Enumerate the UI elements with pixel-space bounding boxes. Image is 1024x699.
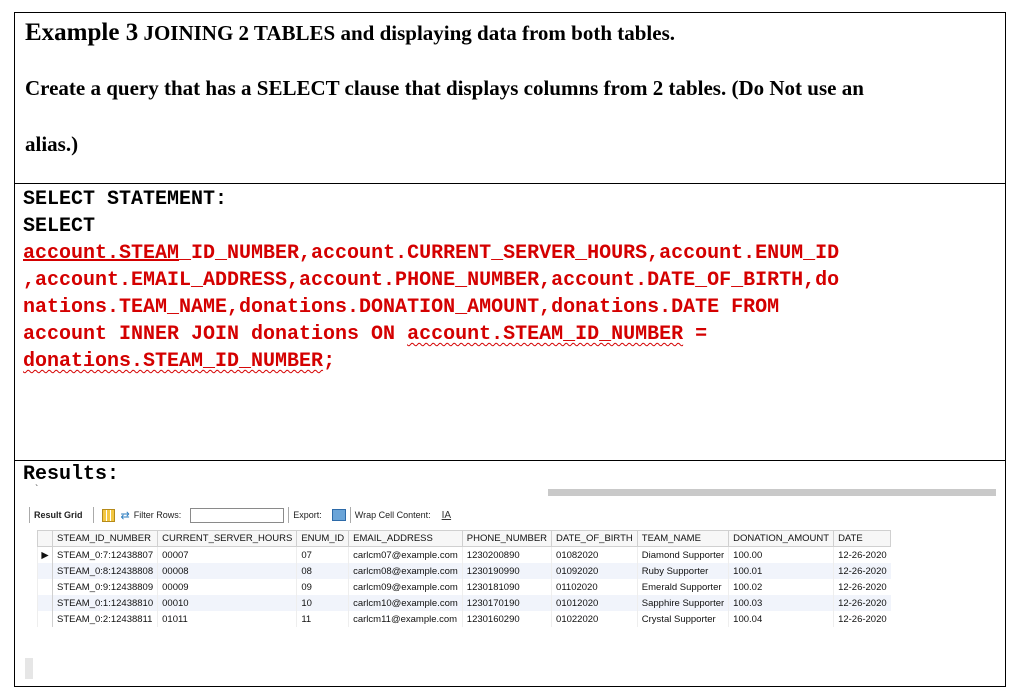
table-row[interactable] [38, 579, 891, 595]
table-cell[interactable]: 12-26-2020 [834, 595, 891, 611]
table-cell[interactable]: Ruby Supporter [637, 563, 728, 579]
filter-rows-label: Filter Rows: [133, 510, 182, 520]
table-cell[interactable]: 00009 [158, 579, 297, 595]
table-cell[interactable]: 08 [297, 563, 349, 579]
horizontal-scrollbar[interactable] [548, 489, 996, 496]
row-selector-header [38, 531, 53, 547]
toolbar-separator [288, 507, 289, 523]
column-header[interactable]: DATE [834, 531, 891, 547]
toolbar-separator [29, 507, 30, 523]
table-cell[interactable]: 1230170190 [462, 595, 551, 611]
table-cell[interactable]: 01011 [158, 611, 297, 627]
export-label: Export: [293, 510, 322, 520]
table-cell[interactable]: STEAM_0:2:12438811 [53, 611, 158, 627]
table-cell[interactable]: 07 [297, 547, 349, 564]
sql-line-5-a: donations.STEAM_ID_NUMBER [23, 350, 324, 373]
sql-line-1 [23, 240, 839, 267]
sql-line-4-b: account.STEAM_ID_NUMBER [407, 323, 684, 346]
table-row[interactable] [38, 611, 891, 627]
table-row[interactable] [38, 547, 891, 564]
result-grid-tab[interactable]: Result Grid [34, 510, 83, 520]
table-cell[interactable]: 100.02 [729, 579, 834, 595]
table-cell[interactable]: 12-26-2020 [834, 611, 891, 627]
sql-heading: SELECT STATEMENT: [23, 188, 228, 211]
example-number: Example 3 [25, 19, 139, 46]
table-cell[interactable]: 100.01 [729, 563, 834, 579]
instruction-line-2: alias.) [25, 132, 79, 156]
table-cell[interactable]: Diamond Supporter [637, 547, 728, 564]
table-cell[interactable]: 01102020 [552, 579, 638, 595]
table-cell[interactable]: 10 [297, 595, 349, 611]
sql-line-1-b: _ID_NUMBER,account.CURRENT_SERVER_HOURS,account.ENUM_ID [179, 242, 840, 265]
table-row[interactable] [38, 595, 891, 611]
backtick-mark: ` [35, 484, 39, 495]
sql-line-4-c: = [683, 323, 708, 346]
table-cell[interactable]: STEAM_0:8:12438808 [53, 563, 158, 579]
filter-icon[interactable]: ⇄ [120, 509, 130, 522]
example-title-text: JOINING 2 TABLES and displaying data from both tables. [143, 21, 676, 45]
table-cell[interactable]: 1230200890 [462, 547, 551, 564]
sql-line-4-a: account INNER JOIN donations ON [23, 323, 408, 346]
row-selector[interactable] [38, 563, 53, 579]
table-cell[interactable]: 1230190990 [462, 563, 551, 579]
toolbar-separator [93, 507, 94, 523]
column-header[interactable]: TEAM_NAME [637, 531, 728, 547]
table-cell[interactable]: 00007 [158, 547, 297, 564]
column-header[interactable]: CURRENT_SERVER_HOURS [158, 531, 297, 547]
result-grid-table [37, 530, 891, 627]
grid-view-icon[interactable] [102, 509, 115, 522]
column-header[interactable]: DATE_OF_BIRTH [552, 531, 638, 547]
table-cell[interactable]: 01022020 [552, 611, 638, 627]
example-title [25, 19, 675, 47]
column-header[interactable]: EMAIL_ADDRESS [349, 531, 463, 547]
table-cell[interactable]: carlcm07@example.com [349, 547, 463, 564]
table-cell[interactable]: 01082020 [552, 547, 638, 564]
header-row [38, 531, 891, 547]
column-header[interactable]: ENUM_ID [297, 531, 349, 547]
toolbar-separator [350, 507, 351, 523]
example-prompt-section [15, 13, 1005, 184]
row-selector[interactable] [38, 579, 53, 595]
filter-rows-input[interactable] [190, 508, 284, 523]
sql-line-4 [23, 321, 707, 348]
wrap-cell-icon[interactable]: IA [441, 509, 452, 521]
sql-line-5-b: ; [323, 350, 336, 373]
table-cell[interactable]: 01092020 [552, 563, 638, 579]
table-cell[interactable]: Emerald Supporter [637, 579, 728, 595]
table-cell[interactable]: STEAM_0:7:12438807 [53, 547, 158, 564]
export-icon[interactable] [332, 509, 346, 521]
table-row[interactable] [38, 563, 891, 579]
sql-line-3: nations.TEAM_NAME,donations.DONATION_AMOUNT,donations.DATE FROM [23, 296, 780, 319]
table-cell[interactable]: 01012020 [552, 595, 638, 611]
table-cell[interactable]: carlcm08@example.com [349, 563, 463, 579]
column-header[interactable]: PHONE_NUMBER [462, 531, 551, 547]
sql-line-5 [23, 348, 335, 375]
result-grid-toolbar [25, 503, 995, 527]
table-cell[interactable]: 12-26-2020 [834, 579, 891, 595]
sql-statement-section [15, 184, 1005, 461]
table-cell[interactable]: 00010 [158, 595, 297, 611]
result-grid-panel [25, 503, 995, 658]
sql-select-keyword: SELECT [23, 215, 96, 238]
column-header[interactable]: STEAM_ID_NUMBER [53, 531, 158, 547]
row-selector[interactable] [38, 611, 53, 627]
sql-line-1-a: account.STEAM [23, 242, 180, 265]
table-cell[interactable]: 12-26-2020 [834, 547, 891, 564]
instruction-line-1: Create a query that has a SELECT clause that displays columns from 2 tables. (Do Not use an [25, 76, 864, 100]
table-cell[interactable]: carlcm09@example.com [349, 579, 463, 595]
column-header[interactable]: DONATION_AMOUNT [729, 531, 834, 547]
results-section [15, 461, 1005, 686]
table-cell[interactable]: 100.03 [729, 595, 834, 611]
table-cell[interactable]: 1230181090 [462, 579, 551, 595]
table-cell[interactable]: 100.04 [729, 611, 834, 627]
table-cell[interactable]: 1230160290 [462, 611, 551, 627]
row-selector[interactable] [38, 595, 53, 611]
document-table [14, 12, 1006, 687]
table-cell[interactable]: 12-26-2020 [834, 563, 891, 579]
table-cell[interactable]: Sapphire Supporter [637, 595, 728, 611]
table-cell[interactable]: STEAM_0:9:12438809 [53, 579, 158, 595]
sql-line-2: ,account.EMAIL_ADDRESS,account.PHONE_NUMBER,account.DATE_OF_BIRTH,do [23, 269, 840, 292]
wrap-cell-label: Wrap Cell Content: [354, 510, 431, 520]
table-cell[interactable]: Crystal Supporter [637, 611, 728, 627]
table-cell[interactable]: 00008 [158, 563, 297, 579]
table-cell[interactable]: carlcm11@example.com [349, 611, 463, 627]
table-cell[interactable]: 11 [297, 611, 349, 627]
table-cell[interactable]: carlcm10@example.com [349, 595, 463, 611]
current-row-arrow-icon: ▶ [38, 547, 53, 564]
table-cell[interactable]: 100.00 [729, 547, 834, 564]
table-cell[interactable]: STEAM_0:1:12438810 [53, 595, 158, 611]
results-label: Results: [23, 463, 120, 486]
table-cell[interactable]: 09 [297, 579, 349, 595]
